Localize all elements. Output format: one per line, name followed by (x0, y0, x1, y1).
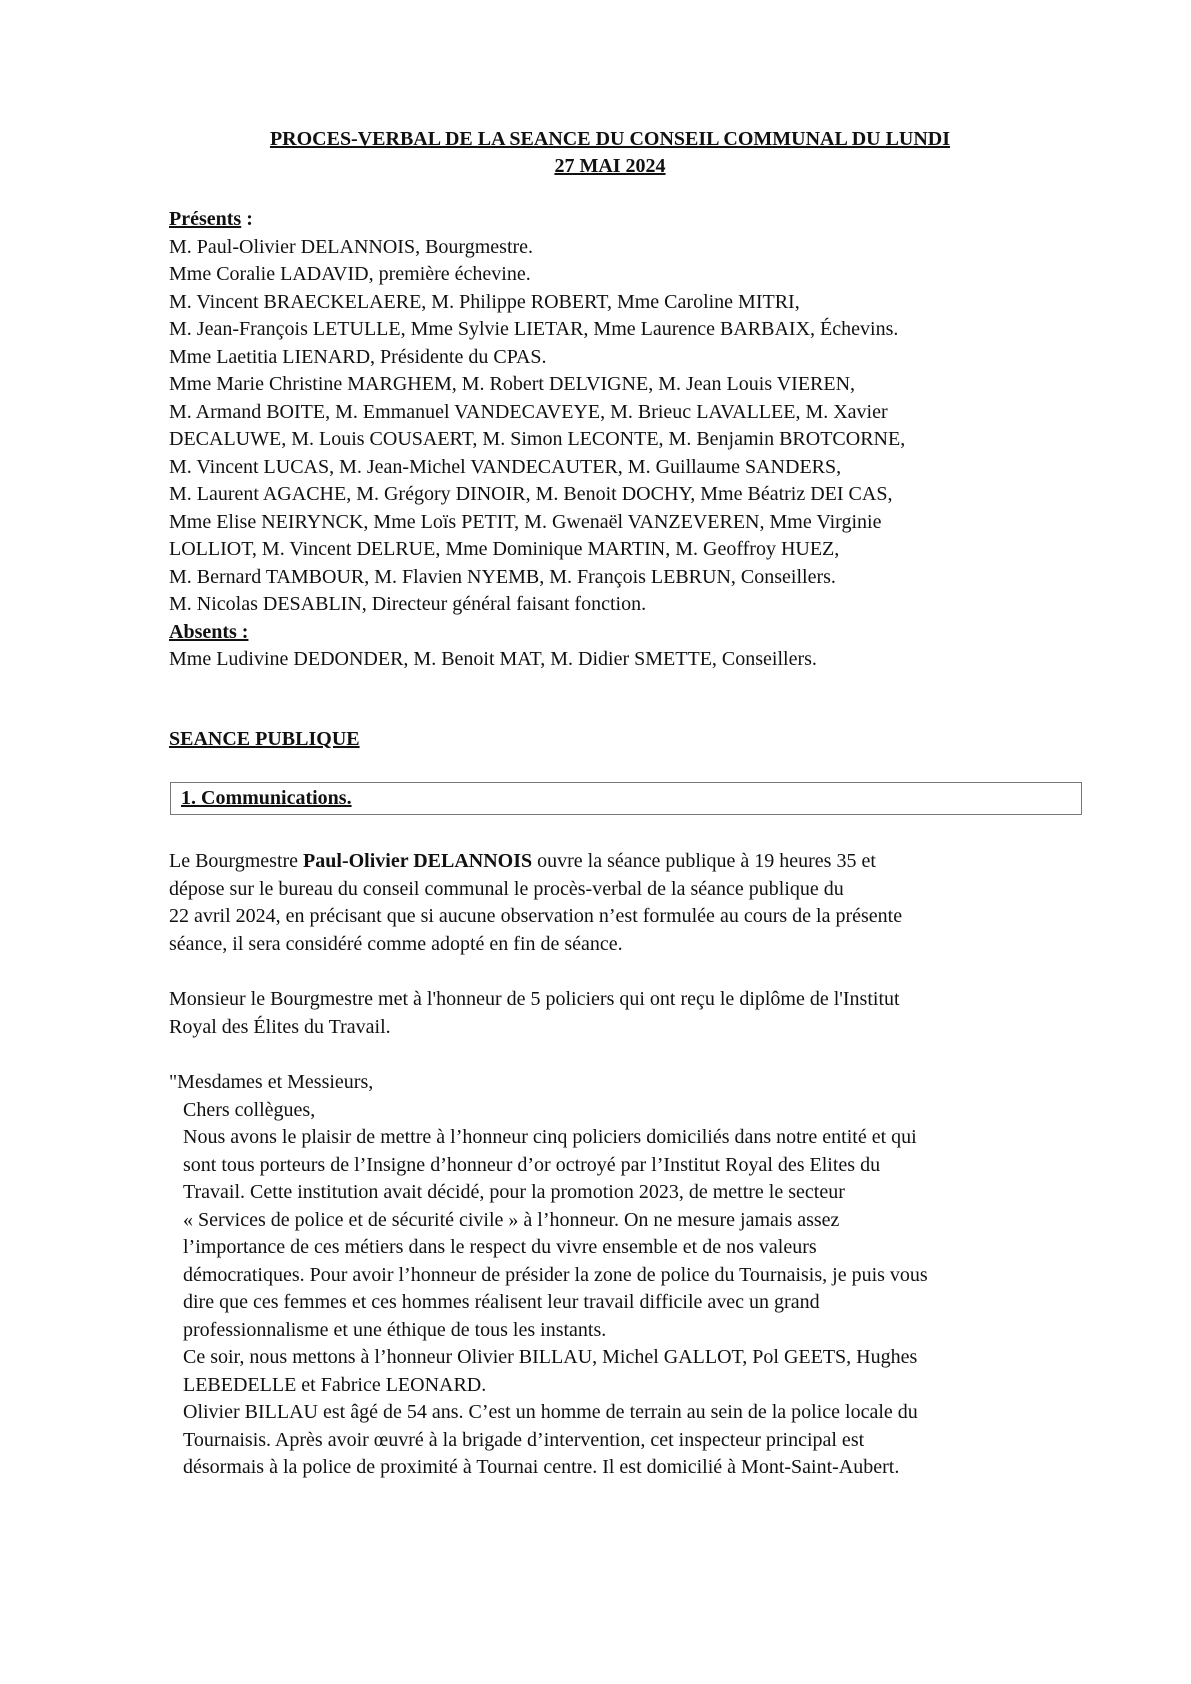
presents-line: M. Vincent BRAECKELAERE, M. Philippe ROBERT, Mme Caroline MITRI, (169, 290, 800, 313)
speech-line: dire que ces femmes et ces hommes réalisent leur travail difficile avec un grand (183, 1291, 820, 1313)
speech-line: LEBEDELLE et Fabrice LEONARD. (183, 1373, 487, 1396)
presents-line: Mme Laetitia LIENARD, Présidente du CPAS. (169, 345, 547, 368)
speech-line: l’importance de ces métiers dans le respect du vivre ensemble et de nos valeurs (183, 1236, 817, 1258)
speech-line: « Services de police et de sécurité civile » à l’honneur. On ne mesure jamais assez (183, 1208, 840, 1231)
agenda-item-title: 1. Communications. (181, 787, 352, 809)
absents-line: Mme Ludivine DEDONDER, M. Benoit MAT, M. Didier SMETTE, Conseillers. (169, 648, 817, 670)
section-heading: SEANCE PUBLIQUE (169, 728, 360, 750)
speech-line: professionnalisme et une éthique de tous les instants. (183, 1318, 607, 1341)
presents-line: Mme Coralie LADAVID, première échevine. (169, 263, 531, 285)
opening-paragraph (169, 848, 1099, 958)
presents-line: M. Vincent LUCAS, M. Jean-Michel VANDECAUTER, M. Guillaume SANDERS, (169, 455, 842, 478)
paragraph-line: Royal des Élites du Travail. (169, 1015, 391, 1038)
honour-paragraph (169, 986, 1099, 1041)
paragraph-line: dépose sur le bureau du conseil communal le procès-verbal de la séance publique du (169, 877, 844, 900)
speech-opening: "Mesdames et Messieurs, (169, 1071, 374, 1093)
absents-heading: Absents : (169, 620, 249, 643)
presents-heading: Présents : (169, 208, 253, 230)
speech-line: Tournaisis. Après avoir œuvré à la brigade d’intervention, cet inspecteur principal est (183, 1428, 865, 1451)
title-line-1: PROCES-VERBAL DE LA SEANCE DU CONSEIL COMMUNAL DU LUNDI (269, 128, 951, 150)
mayor-name: Paul-Olivier DELANNOIS (303, 850, 533, 872)
paragraph-line: 22 avril 2024, en précisant que si aucune observation n’est formulée au cours de la présente (169, 905, 903, 927)
presents-line: Mme Elise NEIRYNCK, Mme Loïs PETIT, M. Gwenaël VANZEVEREN, Mme Virginie (169, 510, 882, 533)
paragraph-line: Monsieur le Bourgmestre met à l'honneur de 5 policiers qui ont reçu le diplôme de l'Institut (169, 988, 900, 1010)
document-title (150, 126, 1070, 180)
speech-line: Travail. Cette institution avait décidé, pour la promotion 2023, de mettre le secteur (183, 1181, 845, 1203)
presents-line: M. Laurent AGACHE, M. Grégory DINOIR, M. Benoit DOCHY, Mme Béatriz DEI CAS, (169, 483, 893, 505)
presents-line: M. Nicolas DESABLIN, Directeur général faisant fonction. (169, 593, 647, 615)
presents-line: DECALUWE, M. Louis COUSAERT, M. Simon LECONTE, M. Benjamin BROTCORNE, (169, 428, 906, 450)
presents-line: Mme Marie Christine MARGHEM, M. Robert DELVIGNE, M. Jean Louis VIEREN, (169, 373, 856, 395)
presents-line: M. Jean-François LETULLE, Mme Sylvie LIETAR, Mme Laurence BARBAIX, Échevins. (169, 318, 899, 340)
presents-line: LOLLIOT, M. Vincent DELRUE, Mme Dominique MARTIN, M. Geoffroy HUEZ, (169, 538, 840, 560)
paragraph-line: Le Bourgmestre Paul-Olivier DELANNOIS ouvre la séance publique à 19 heures 35 et (169, 850, 876, 872)
speech-block (169, 1069, 1099, 1482)
speech-line: Olivier BILLAU est âgé de 54 ans. C’est un homme de terrain au sein de la police locale du (183, 1401, 918, 1423)
agenda-item-box (170, 782, 1082, 815)
speech-line: Nous avons le plaisir de mettre à l’honneur cinq policiers domiciliés dans notre entité et qui (183, 1126, 917, 1148)
presents-line: M. Paul-Olivier DELANNOIS, Bourgmestre. (169, 235, 534, 258)
title-line-2: 27 MAI 2024 (554, 155, 666, 177)
speech-line: sont tous porteurs de l’Insigne d’honneur d’or octroyé par l’Institut Royal des Elites du (183, 1153, 881, 1176)
speech-line: désormais à la police de proximité à Tournai centre. Il est domicilié à Mont-Saint-Aubert. (183, 1456, 900, 1478)
presents-line: M. Armand BOITE, M. Emmanuel VANDECAVEYE, M. Brieuc LAVALLEE, M. Xavier (169, 400, 888, 423)
speech-line: Ce soir, nous mettons à l’honneur Olivier BILLAU, Michel GALLOT, Pol GEETS, Hughes (183, 1346, 918, 1368)
paragraph-line: séance, il sera considéré comme adopté en fin de séance. (169, 932, 623, 955)
speech-line: démocratiques. Pour avoir l’honneur de présider la zone de police du Tournaisis, je puis vous (183, 1263, 928, 1286)
speech-line: Chers collègues, (183, 1098, 316, 1121)
attendance-block (169, 206, 1099, 674)
presents-line: M. Bernard TAMBOUR, M. Flavien NYEMB, M. François LEBRUN, Conseillers. (169, 565, 836, 588)
